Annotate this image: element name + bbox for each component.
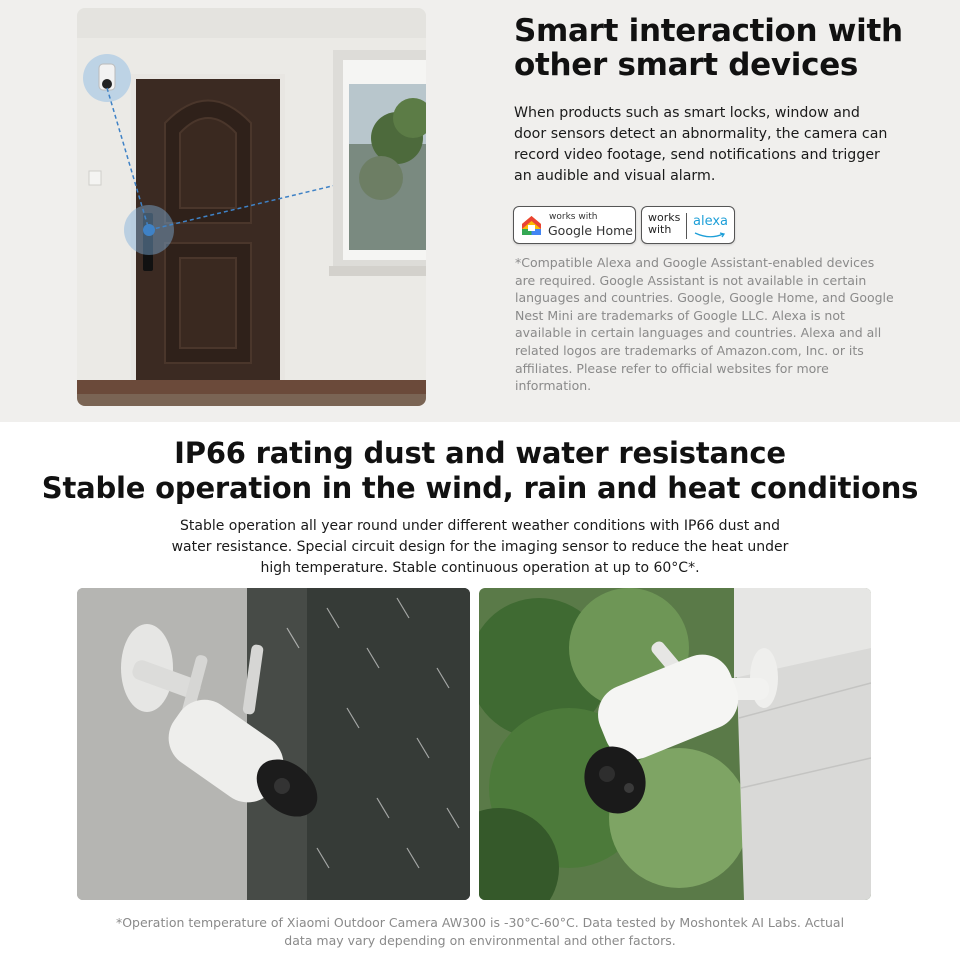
alexa-badge-with: with: [648, 223, 672, 236]
door-camera-photo: [77, 8, 426, 406]
google-badge-small-text: works with: [549, 212, 598, 222]
works-with-google-home-badge: [513, 206, 636, 244]
alexa-badge-works-with: [648, 212, 688, 236]
operation-temperature-footnote: *Operation temperature of Xiaomi Outdoor Camera AW300 is -30°C-60°C. Data tested by Moshontek AI Labs. Actual data may vary depending on environmental and other factors.: [115, 915, 845, 948]
google-home-icon: [521, 215, 542, 236]
smart-title-line-2: other smart devices: [514, 47, 859, 83]
alexa-smile-icon: [693, 232, 727, 239]
works-with-alexa-badge: [641, 206, 735, 244]
garden-camera-photo: [479, 588, 871, 900]
ip66-description: Stable operation all year round under different weather conditions with IP66 dust and water resistance. Special circuit design for the imaging sensor to reduce the heat under high temperature. Stable continuous operation at up to 60°C*.: [171, 518, 789, 576]
ip66-title: [0, 436, 960, 506]
google-badge-brand-text: Google Home: [548, 223, 633, 238]
smart-interaction-title: [514, 14, 934, 82]
smart-title-line-1: Smart interaction with: [514, 13, 903, 49]
smart-interaction-description: When products such as smart locks, window and door sensors detect an abnormality, the camera can record video footage, send notifications and trigger an audible and visual alarm.: [514, 105, 888, 184]
compatibility-disclaimer: *Compatible Alexa and Google Assistant-enabled devices are required. Google Assistant is not available in certain languages and countries. Google, Google Home, and Google Nest Mini are trademarks of Google LLC. Alexa is not available in certain languages and countries. Alexa and all related logos are trademarks of Amazon.com, Inc. or its affiliates. Please refer to official websites for more information.: [515, 255, 894, 394]
rain-camera-photo: [77, 588, 470, 900]
smart-interaction-section: [0, 0, 960, 422]
ip66-title-line-1: IP66 rating dust and water resistance: [174, 436, 786, 470]
alexa-badge-divider: [686, 213, 687, 239]
ip66-title-line-2: Stable operation in the wind, rain and heat conditions: [41, 471, 919, 505]
alexa-badge-works: works: [648, 211, 681, 224]
alexa-badge-brand-text: alexa: [693, 214, 729, 229]
